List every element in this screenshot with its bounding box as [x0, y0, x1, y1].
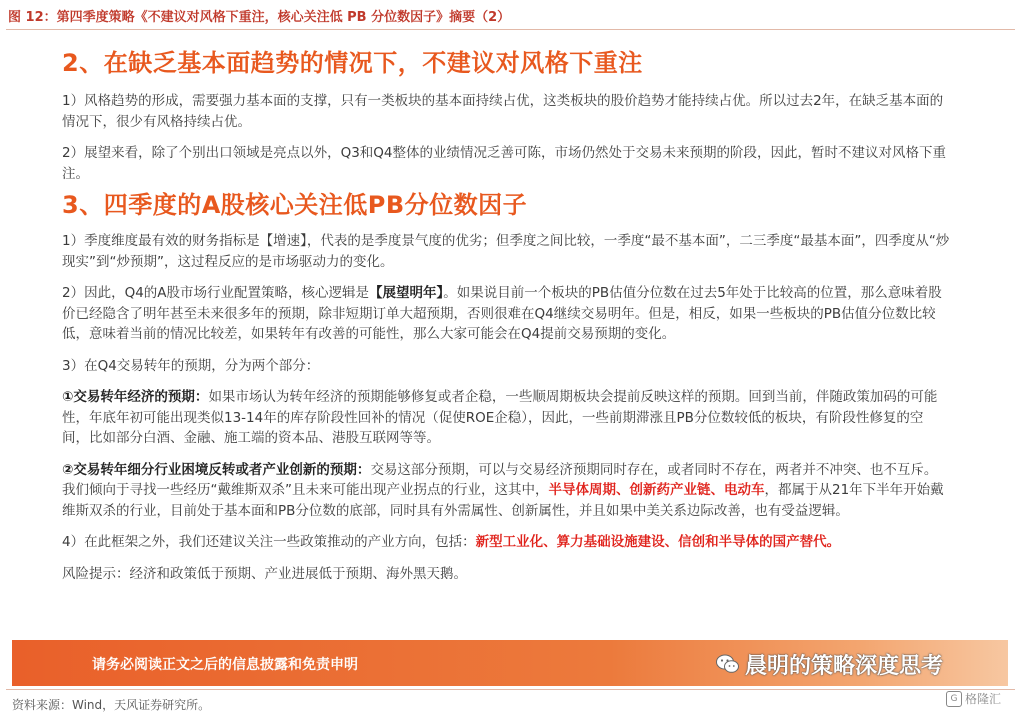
section3-paragraph-6 — [62, 532, 950, 553]
top-divider — [6, 29, 1015, 30]
figure-title: 图 12：第四季度策略《不建议对风格下重注，核心关注低 PB 分位数因子》摘要（2） — [8, 10, 511, 25]
bottom-divider — [6, 689, 1015, 690]
section3-paragraph-5 — [62, 460, 950, 522]
bold-subheading: ①交易转年经济的预期： — [62, 389, 209, 405]
watermark-text: 晨明的策略深度思考 — [745, 653, 944, 679]
paragraph-text: 交易这部分预期，可以与交易经济预期同时存在，或者同时不存在，两者并不冲突、也不互斥。我们倾向于寻找一些经历“戴维斯双杀”且未来可能出现产业拐点的行业，这其中， — [62, 461, 938, 498]
disclaimer-text: 请务必阅读正文之后的信息披露和免责申明 — [92, 657, 358, 673]
paragraph-text: 4）在此框架之外，我们还建议关注一些政策推动的产业方向，包括： — [62, 534, 476, 550]
risk-warning: 风险提示：经济和政策低于预期、产业进展低于预期、海外黑天鹅。 — [62, 565, 467, 582]
paragraph-text: 。如果说目前一个板块的PB估值分位数在过去5年处于比较高的位置，那么意味着股价已经隐含了明年甚至未来很多年的预期，除非短期订单大超预期，否则很难在Q4继续交易明年。但是，相反，如果一些板块的PB估值分位数比较低，意味着当前的情况比较差，如果转年有改善的可能性，那么大家可能会在Q4提前交易预期的变化。 — [62, 285, 942, 342]
section2-heading: 2、在缺乏基本面趋势的情况下，不建议对风格下重注 — [62, 49, 643, 77]
section3-heading: 3、四季度的A股核心关注低PB分位数因子 — [62, 191, 528, 219]
summary-content — [62, 45, 950, 584]
source-note: 资料来源：Wind，天风证券研究所。 — [12, 698, 211, 712]
section2-paragraph-1: 1）风格趋势的形成，需要强力基本面的支撑，只有一类板块的基本面持续占优，这类板块的股价趋势才能持续占优。所以过去2年，在缺乏基本面的情况下，很少有风格持续占优。 — [62, 93, 944, 130]
watermark — [715, 648, 1005, 680]
paragraph-text: ，都属于从21年下半年开始戴维斯双杀的行业，目前处于基本面和PB分位数的底部，同时具有外需属性、创新属性，并且如果中美关系边际改善，也有受益逻辑。 — [62, 482, 944, 519]
red-highlight: 半导体周期、创新药产业链、电动车 — [548, 482, 765, 498]
section3-paragraph-3: 3）在Q4交易转年的预期，分为两个部分： — [62, 357, 320, 374]
red-highlight: 新型工业化、算力基础设施建设、信创和半导体的国产替代。 — [475, 534, 841, 550]
paragraph-text: 2）因此，Q4的A股市场行业配置策略，核心逻辑是 — [62, 285, 370, 301]
bold-emphasis: 【展望明年】 — [369, 285, 444, 301]
gelonghui-watermark — [946, 690, 1001, 707]
gelonghui-text: 格隆汇 — [965, 692, 1002, 706]
section3-paragraph-2 — [62, 283, 950, 345]
wechat-icon — [715, 651, 741, 677]
section3-paragraph-1: 1）季度维度最有效的财务指标是【增速】，代表的是季度景气度的优劣；但季度之间比较，一季度“最不基本面”，二三季度“最基本面”，四季度从“炒现实”到“炒预期”，这过程反应的是市场驱动力的变化。 — [62, 233, 950, 270]
bold-subheading: ②交易转年细分行业困境反转或者产业创新的预期： — [62, 461, 371, 478]
section2-paragraph-2: 2）展望来看，除了个别出口领域是亮点以外，Q3和Q4整体的业绩情况乏善可陈，市场仍然处于交易未来预期的阶段，因此，暂时不建议对风格下重注。 — [62, 145, 947, 182]
section3-paragraph-4 — [62, 387, 950, 449]
paragraph-text: 如果市场认为转年经济的预期能够修复或者企稳，一些顺周期板块会提前反映这样的预期。回到当前，伴随政策加码的可能性，年底年初可能出现类似13-14年的库存阶段性回补的情况（促使ROE企稳），因此，一些前期滞涨且PB分位数较低的板块，有阶段性修复的空间，比如部分白酒、金融、施工端的资本品、港股互联网等等。 — [62, 389, 938, 446]
gelonghui-logo-icon: G — [946, 691, 962, 707]
